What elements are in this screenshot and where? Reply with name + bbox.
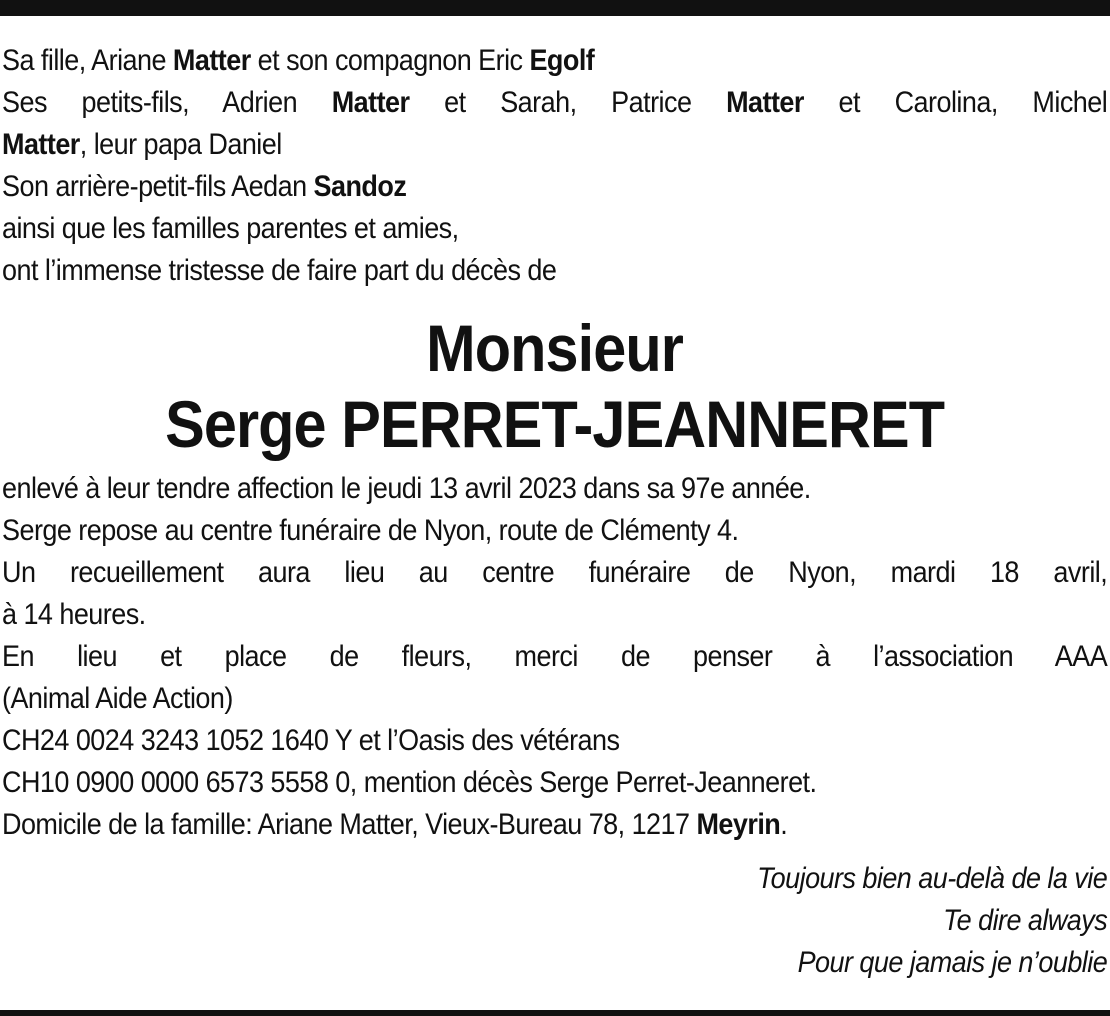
deceased-full-name: Serge PERRET-JEANNERET — [165, 387, 945, 461]
ceremony-line: Un recueillement aura lieu au centre funéraire de Nyon, mardi 18 avril, — [2, 556, 1108, 589]
surname: Matter — [172, 44, 251, 77]
text: Domicile de la famille: Ariane Matter, Vieux-Bureau 78, 1217 — [2, 808, 697, 841]
verse-line-2: Te dire always — [943, 904, 1108, 937]
donation-line: En lieu et place de fleurs, merci de penser à l’association AAA — [2, 640, 1108, 673]
iban-line-1: CH24 0024 3243 1052 1640 Y et l’Oasis des vétérans — [2, 724, 620, 757]
surname: Matter — [726, 86, 804, 119]
announce-line: ont l’immense tristesse de faire part du décès de — [2, 254, 557, 287]
families-line: ainsi que les familles parentes et amies, — [2, 212, 459, 245]
surname: Sandoz — [313, 170, 407, 203]
text: Son arrière-petit-fils Aedan — [2, 170, 314, 203]
text: Sa fille, Ariane — [2, 44, 173, 77]
surname: Egolf — [529, 44, 595, 77]
text: et Carolina, Michel — [803, 86, 1108, 119]
iban-line-2: CH10 0900 0000 6573 5558 0, mention décès Serge Perret-Jeanneret. — [2, 766, 817, 799]
honorific: Monsieur — [426, 311, 684, 385]
bottom-rule — [0, 1010, 1110, 1016]
verse-line-3: Pour que jamais je n’oublie — [797, 946, 1108, 979]
ceremony-time-line: à 14 heures. — [2, 598, 146, 631]
daughter-line — [2, 40, 1107, 82]
obituary-notice — [2, 40, 1107, 984]
association-name-line: (Animal Aide Action) — [2, 682, 233, 715]
text: et Sarah, Patrice — [409, 86, 727, 119]
text: , leur papa Daniel — [79, 128, 282, 161]
grandsons-line — [2, 82, 1107, 124]
surname: Matter — [2, 128, 80, 161]
text: Ses petits-fils, Adrien — [2, 86, 332, 119]
text: . — [780, 808, 788, 841]
spacer — [2, 846, 1107, 858]
verse-line-1: Toujours bien au-delà de la vie — [757, 862, 1108, 895]
great-grandson-line — [2, 166, 1107, 208]
text: et son compagnon Eric — [250, 44, 530, 77]
top-rule — [0, 0, 1110, 16]
domicile-line — [2, 804, 1107, 846]
closing-verse — [2, 858, 1107, 984]
death-date-line: enlevé à leur tendre affection le jeudi 13 avril 2023 dans sa 97e année. — [2, 472, 811, 505]
grandsons-line-continued — [2, 124, 1107, 166]
rest-place-line: Serge repose au centre funéraire de Nyon, route de Clémenty 4. — [2, 514, 739, 547]
deceased-name-block — [2, 310, 1107, 462]
surname: Matter — [331, 86, 410, 119]
city: Meyrin — [696, 808, 781, 841]
